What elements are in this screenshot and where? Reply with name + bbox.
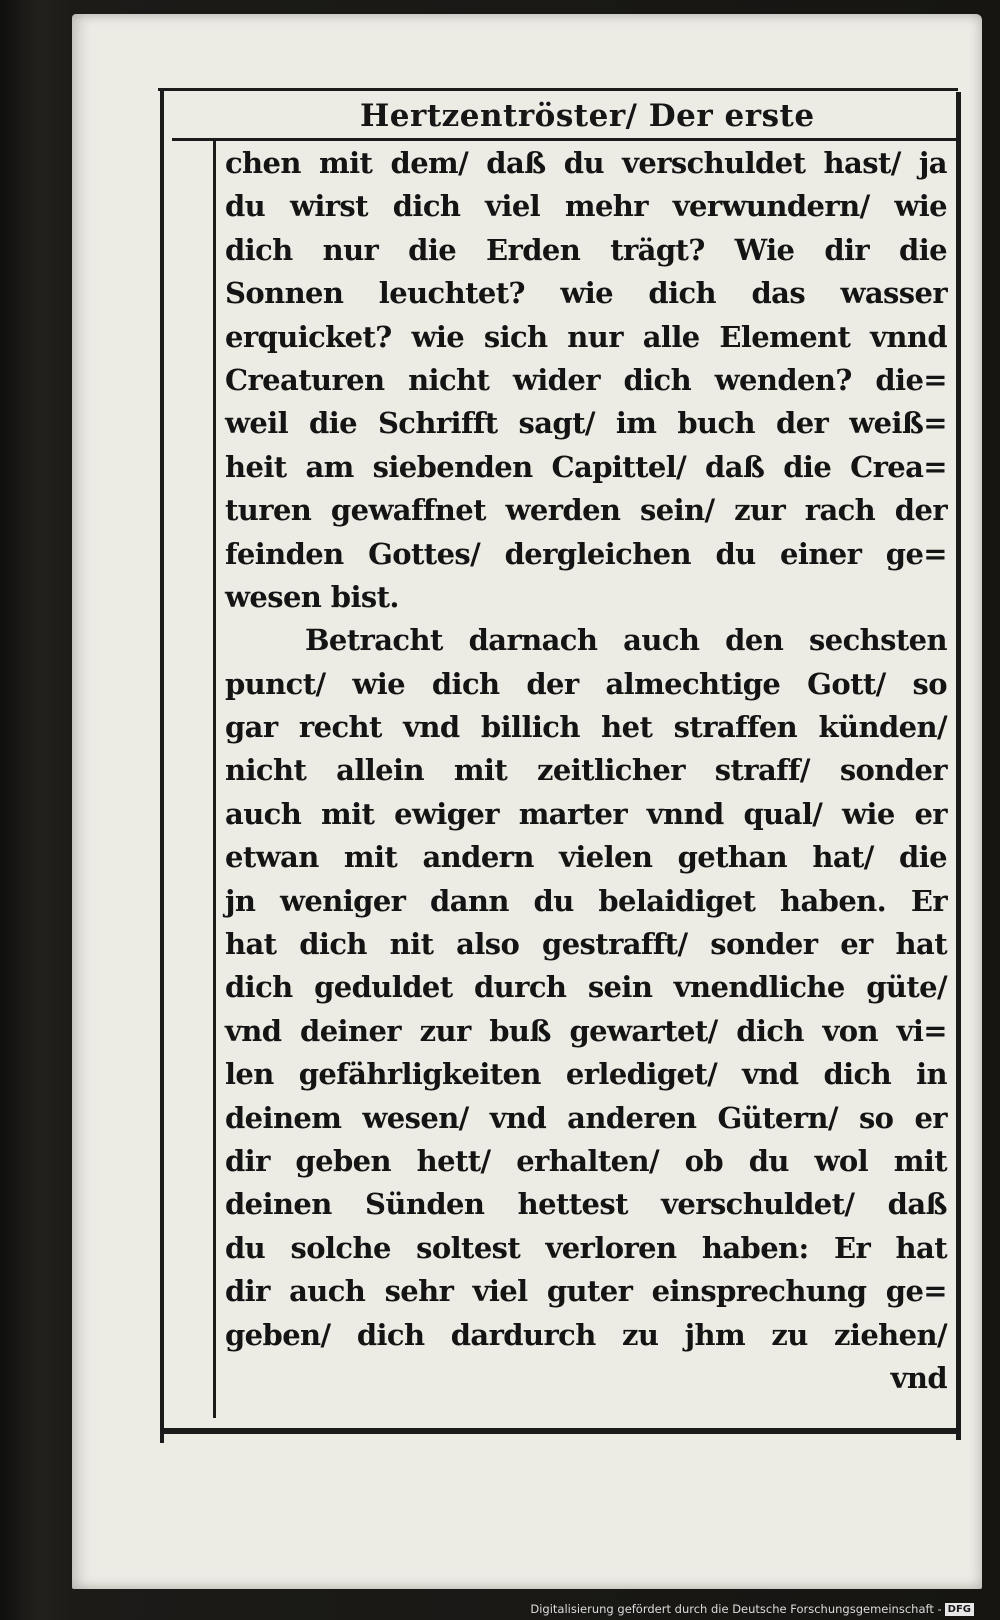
text-line: nicht allein mit zeitlicher straff/ sonder	[225, 753, 947, 788]
text-line: len gefährligkeiten erlediget/ vnd dich in	[225, 1057, 947, 1092]
text-line: Creaturen nicht wider dich wenden? die=	[225, 362, 947, 397]
text-line: Sonnen leuchtet? wie dich das wasser	[225, 276, 947, 311]
text-line: etwan mit andern vielen gethan hat/ die	[225, 840, 947, 875]
text-line: feinden Gottes/ dergleichen du einer ge=	[225, 536, 947, 571]
footer-text: Digitalisierung gefördert durch die Deutsche Forschungsgemeinschaft -	[530, 1602, 942, 1616]
text-line: punct/ wie dich der almechtige Gott/ so	[225, 666, 947, 701]
text-frame	[150, 88, 980, 1443]
text-line: deinen Sünden hettest verschuldet/ daß	[225, 1187, 947, 1222]
digitization-footer	[530, 1600, 974, 1618]
text-line: dir auch sehr viel guter einsprechung ge=	[225, 1274, 947, 1309]
text-line: geben/ dich dardurch zu jhm zu ziehen/	[225, 1317, 947, 1352]
text-line: deinem wesen/ vnd anderen Gütern/ so er	[225, 1100, 947, 1135]
text-line: du wirst dich viel mehr verwundern/ wie	[225, 189, 947, 224]
text-line: erquicket? wie sich nur alle Element vnnd	[225, 319, 947, 354]
text-line: weil die Schrifft sagt/ im buch der weiß=	[225, 406, 947, 441]
text-line: vnd deiner zur buß gewartet/ dich von vi=	[225, 1013, 947, 1048]
text-line: Betracht darnach auch den sechsten	[305, 623, 947, 658]
text-line: turen gewaffnet werden sein/ zur rach der	[225, 493, 947, 528]
body-text	[225, 142, 947, 1400]
text-line: dich geduldet durch sein vnendliche güte/	[225, 970, 947, 1005]
text-line: jn weniger dann du belaidiget haben. Er	[225, 883, 947, 918]
catchword: vnd	[890, 1360, 947, 1395]
text-line: heit am siebenden Capittel/ daß die Crea=	[225, 449, 947, 484]
text-line: gar recht vnd billich het straffen künden/	[225, 710, 947, 745]
text-line: dich nur die Erden trägt? Wie dir die	[225, 232, 947, 267]
frame-rule-left	[160, 88, 164, 1443]
text-line: chen mit dem/ daß du verschuldet hast/ ja	[225, 146, 947, 180]
text-line: auch mit ewiger marter vnnd qual/ wie er	[225, 796, 947, 831]
running-head: Hertzentröster/ Der erste	[360, 98, 815, 134]
frame-rule-right	[956, 92, 961, 1440]
text-line: dir geben hett/ erhalten/ ob du wol mit	[225, 1143, 947, 1178]
inner-margin-rule	[213, 138, 216, 1418]
frame-rule-top	[158, 88, 958, 91]
frame-rule-bottom	[160, 1428, 960, 1434]
dfg-logo: DFG	[945, 1603, 974, 1616]
text-line: hat dich nit also gestrafft/ sonder er hat	[225, 927, 947, 962]
text-line: wesen bist.	[225, 579, 399, 614]
text-line: du solche soltest verloren haben: Er hat	[225, 1230, 947, 1265]
